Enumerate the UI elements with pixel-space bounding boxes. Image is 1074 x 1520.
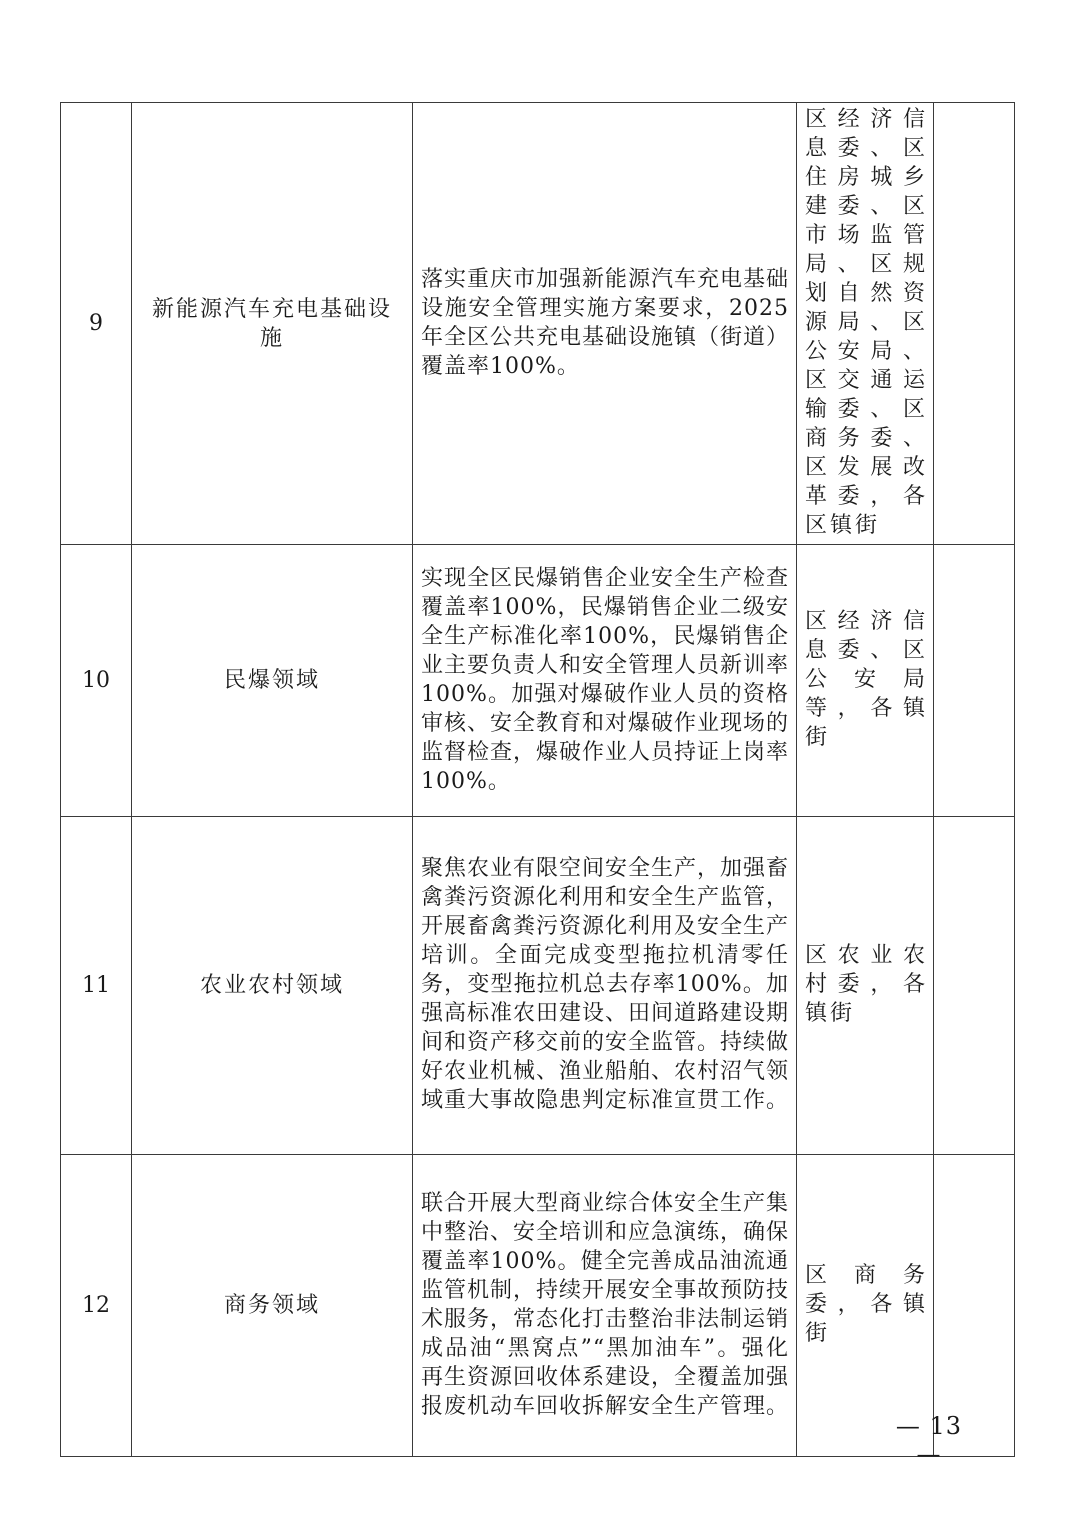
responsible-units: 区农业农村委，各镇街 (797, 817, 934, 1155)
field-name: 农业农村领域 (132, 817, 413, 1155)
row-number: 9 (61, 103, 132, 545)
task-description: 聚焦农业有限空间安全生产，加强畜禽粪污资源化利用和安全生产监管，开展畜禽粪污资源化利用及安全生产培训。全面完成变型拖拉机清零任务，变型拖拉机总去存率100%。加强高标准农田建设、田间道路建设期间和资产移交前的安全监管。持续做好农业机械、渔业船舶、农村沼气领域重大事故隐患判定标准宣贯工作。 (413, 817, 797, 1155)
table-row (61, 545, 1015, 817)
row-number: 11 (61, 817, 132, 1155)
task-description: 实现全区民爆销售企业安全生产检查覆盖率100%，民爆销售企业二级安全生产标准化率100%，民爆销售企业主要负责人和安全管理人员新训率100%。加强对爆破作业人员的资格审核、安全教育和对爆破作业现场的监督检查，爆破作业人员持证上岗率100%。 (413, 545, 797, 817)
responsible-units: 区经济信息委、区公安局等，各镇街 (797, 545, 934, 817)
responsible-units: 区商务委，各镇街 (797, 1155, 934, 1457)
table-row (61, 1155, 1015, 1457)
task-description: 落实重庆市加强新能源汽车充电基础设施安全管理实施方案要求，2025年全区公共充电基础设施镇（街道）覆盖率100%。 (413, 103, 797, 545)
responsible-units: 区经济信息委、区住房城乡建委、区市场监管局、区规划自然资源局、区公安局、区交通运输委、区商务委、区发展改革委，各区镇街 (797, 103, 934, 545)
row-number: 10 (61, 545, 132, 817)
note-cell (934, 817, 1015, 1155)
task-table (60, 102, 1015, 1457)
field-name: 商务领域 (132, 1155, 413, 1457)
row-number: 12 (61, 1155, 132, 1457)
note-cell (934, 103, 1015, 545)
field-name: 新能源汽车充电基础设施 (132, 103, 413, 545)
note-cell (934, 545, 1015, 817)
task-description: 联合开展大型商业综合体安全生产集中整治、安全培训和应急演练，确保覆盖率100%。健全完善成品油流通监管机制，持续开展安全事故预防技术服务，常态化打击整治非法制运销成品油“黑窝点”“黑加油车”。强化再生资源回收体系建设，全覆盖加强报废机动车回收拆解安全生产管理。 (413, 1155, 797, 1457)
table-row (61, 817, 1015, 1155)
table-row (61, 103, 1015, 545)
field-name: 民爆领域 (132, 545, 413, 817)
page-number: — 13 — (895, 1412, 963, 1468)
